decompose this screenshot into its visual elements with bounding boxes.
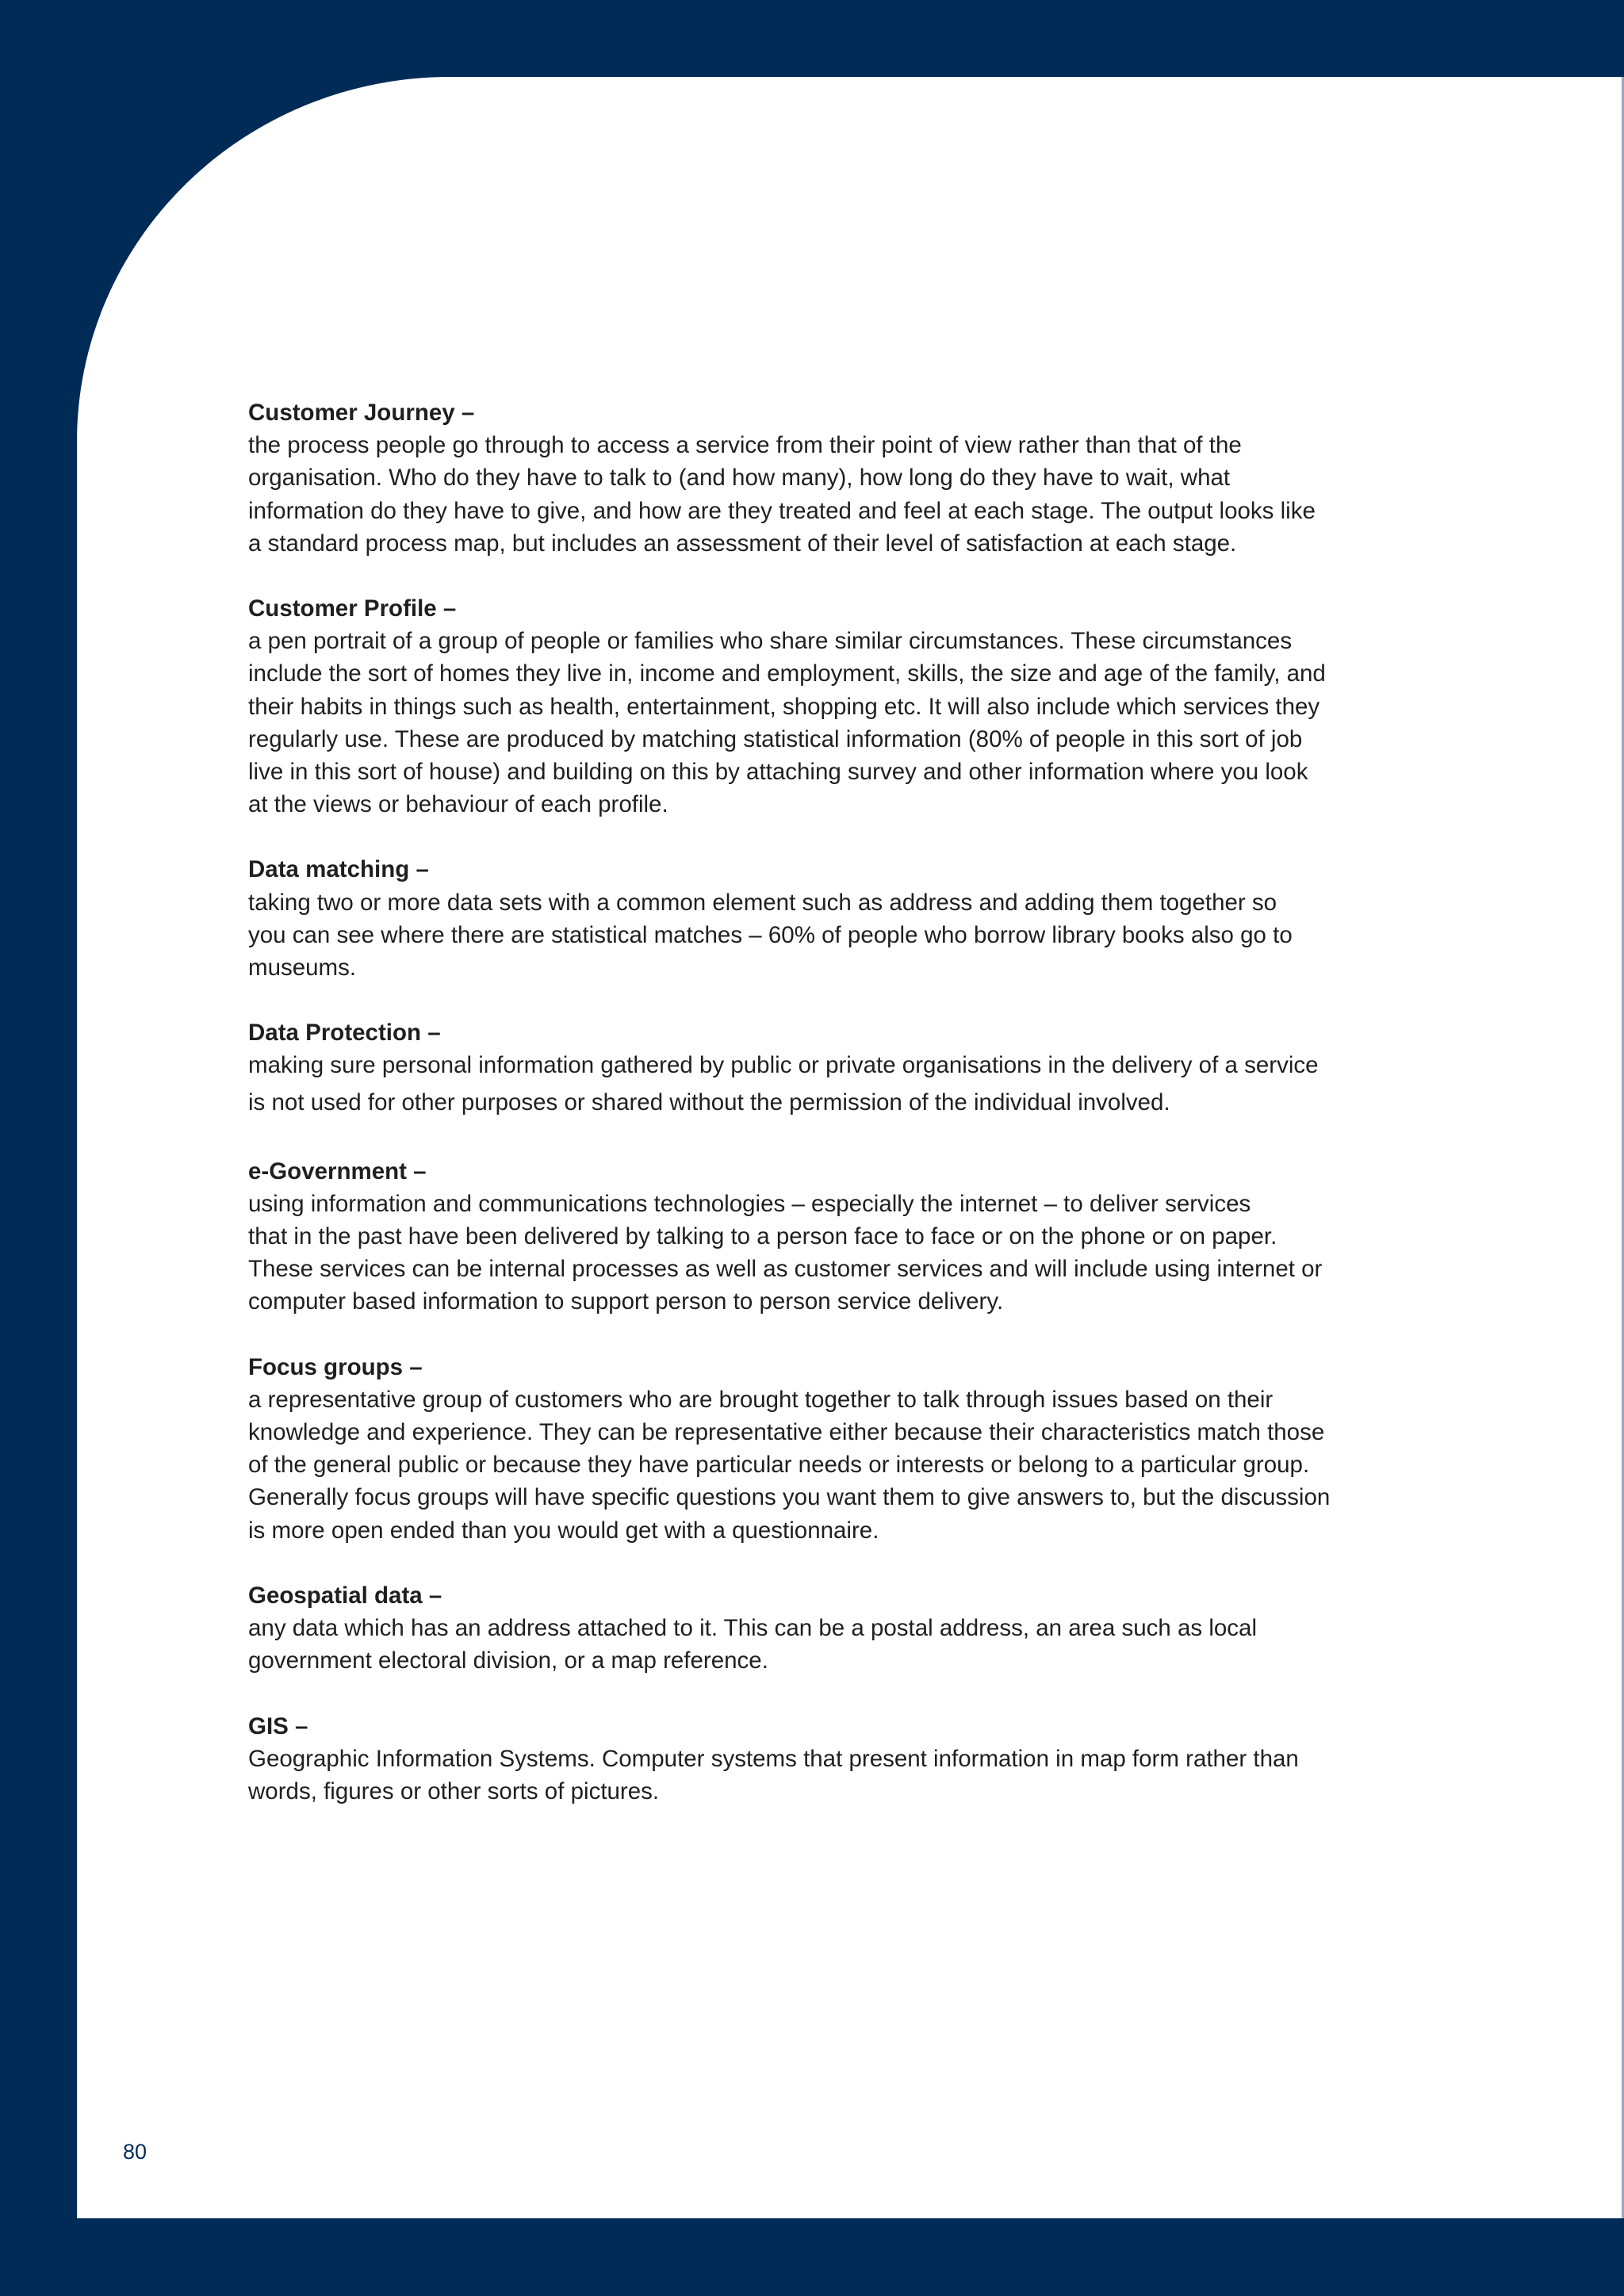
page-number: 80 <box>123 2140 147 2164</box>
definition-line: that in the past have been delivered by talking to a person face to face or on the phone or on paper. <box>248 1223 1277 1250</box>
glossary-term: Data matching – <box>248 856 429 883</box>
definition-line: using information and communications technologies – especially the internet – to deliver services <box>248 1190 1251 1217</box>
glossary-definition <box>248 1743 1517 1808</box>
glossary-entry-data-matching <box>248 853 1517 984</box>
definition-line: knowledge and experience. They can be representative either because their characteristics match those <box>248 1419 1325 1446</box>
definition-line: a standard process map, but includes an assessment of their level of satisfaction at each stage. <box>248 530 1237 557</box>
definition-line: any data which has an address attached to it. This can be a postal address, an area such as local <box>248 1615 1258 1642</box>
glossary-definition <box>248 625 1517 821</box>
glossary-definition <box>248 1049 1517 1122</box>
definition-line: of the general public or because they have particular needs or interests or belong to a particular group. <box>248 1452 1310 1479</box>
glossary-definition <box>248 1383 1517 1547</box>
definition-line: words, figures or other sorts of pictures. <box>248 1777 660 1804</box>
glossary-entry-customer-journey <box>248 396 1517 560</box>
glossary-term: e-Government – <box>248 1158 427 1184</box>
definition-line: computer based information to support person to person service delivery. <box>248 1288 1004 1315</box>
definition-line: These services can be internal processes as well as customer services and will include using internet or <box>248 1256 1323 1283</box>
glossary-definition <box>248 1188 1517 1318</box>
glossary-entry-customer-profile <box>248 592 1517 821</box>
definition-line: a representative group of customers who are brought together to talk through issues based on their <box>248 1386 1274 1413</box>
glossary <box>248 396 1517 1840</box>
glossary-term: Data Protection – <box>248 1020 441 1047</box>
glossary-term: Geospatial data – <box>248 1582 442 1609</box>
glossary-definition <box>248 1612 1517 1677</box>
definition-line: government electoral division, or a map reference. <box>248 1647 768 1674</box>
glossary-definition <box>248 886 1517 985</box>
glossary-term: GIS – <box>248 1712 308 1739</box>
definition-line: their habits in things such as health, entertainment, shopping etc. It will also include which services they <box>248 693 1320 720</box>
page-sheet <box>77 77 1624 2218</box>
glossary-entry-gis <box>248 1710 1517 1808</box>
definition-line: include the sort of homes they live in, income and employment, skills, the size and age of the family, and <box>248 660 1326 687</box>
definition-line: making sure personal information gathered by public or private organisations in the delivery of a service <box>248 1052 1319 1079</box>
definition-line: a pen portrait of a group of people or families who share similar circumstances. These circumstances <box>248 628 1293 655</box>
glossary-term: Focus groups – <box>248 1353 423 1380</box>
definition-line: the process people go through to access a service from their point of view rather than that of the <box>248 432 1242 459</box>
definition-line: information do they have to give, and how are they treated and feel at each stage. The output looks like <box>248 497 1316 524</box>
definition-line: regularly use. These are produced by matching statistical information (80% of people in this sort of job <box>248 725 1303 752</box>
definition-line: at the views or behaviour of each profile. <box>248 791 668 818</box>
definition-line: is more open ended than you would get with a questionnaire. <box>248 1517 879 1544</box>
glossary-term: Customer Journey – <box>248 400 475 426</box>
definition-line: Generally focus groups will have specific questions you want them to give answers to, but the discussion <box>248 1484 1331 1511</box>
definition-line: you can see where there are statistical matches – 60% of people who borrow library books also go to <box>248 921 1293 948</box>
glossary-definition <box>248 429 1517 560</box>
definition-line: organisation. Who do they have to talk to (and how many), how long do they have to wait, what <box>248 465 1231 492</box>
definition-line: museums. <box>248 955 357 982</box>
glossary-entry-data-protection <box>248 1016 1517 1122</box>
glossary-term: Customer Profile – <box>248 595 457 622</box>
glossary-entry-e-government <box>248 1155 1517 1318</box>
definition-line: live in this sort of house) and building on this by attaching survey and other information where you look <box>248 759 1308 786</box>
glossary-entry-geospatial-data <box>248 1579 1517 1678</box>
definition-line: is not used for other purposes or shared without the permission of the individual involved. <box>248 1089 1170 1115</box>
glossary-entry-focus-groups <box>248 1351 1517 1547</box>
definition-line: taking two or more data sets with a common element such as address and adding them together so <box>248 889 1277 916</box>
definition-line: Geographic Information Systems. Computer systems that present information in map form rather than <box>248 1745 1299 1772</box>
